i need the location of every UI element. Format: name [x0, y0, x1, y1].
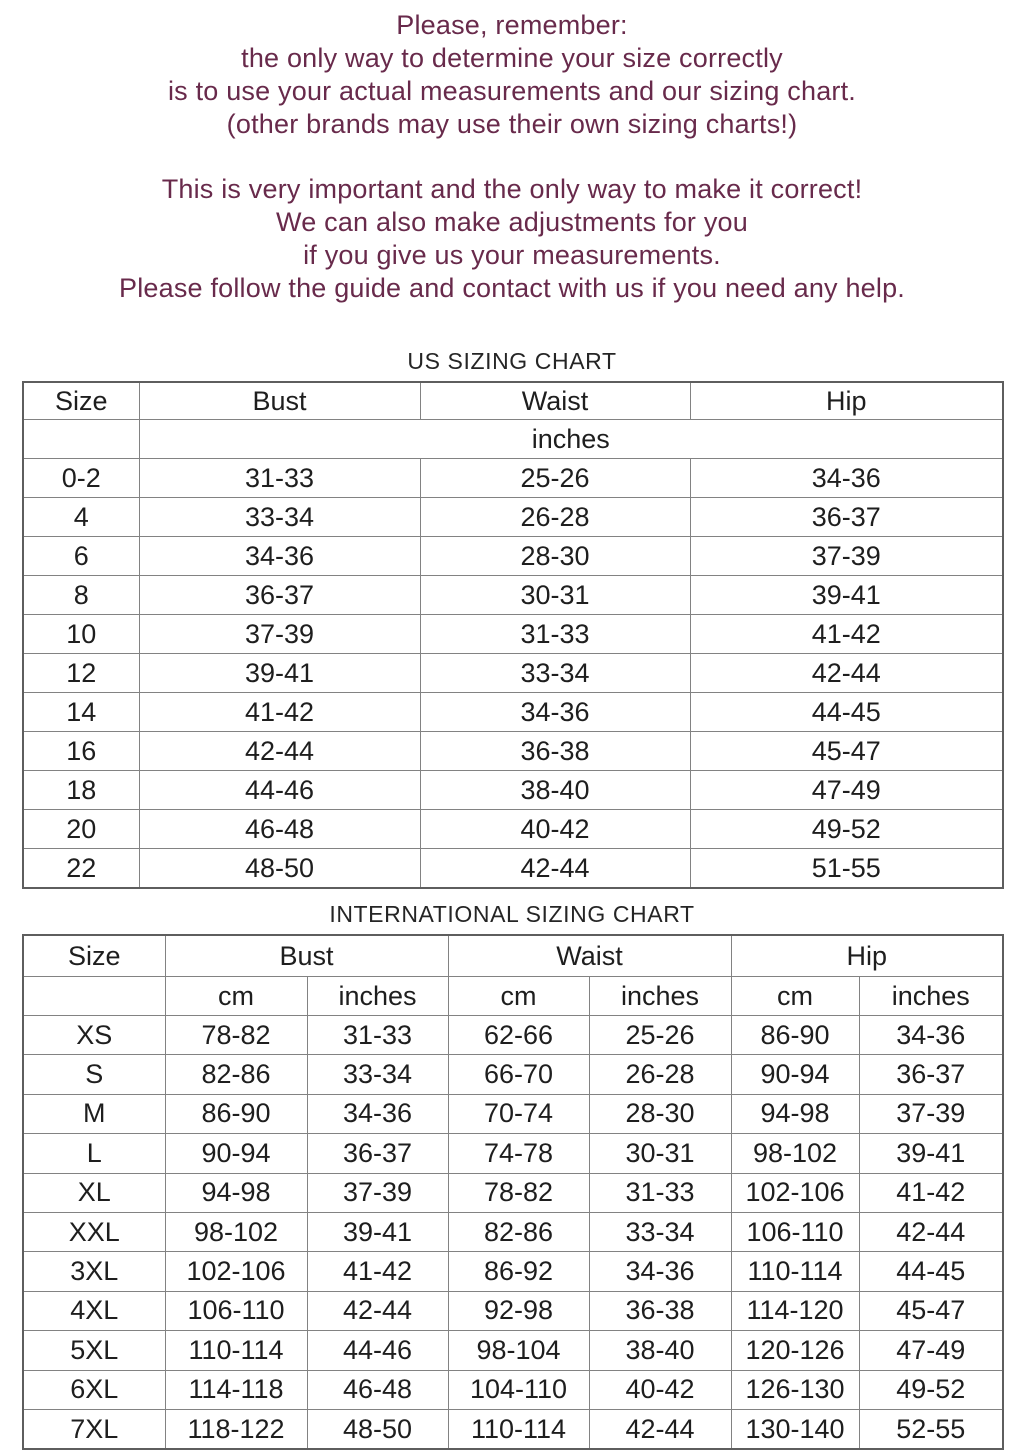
intro-line: if you give us your measurements.: [303, 240, 721, 270]
measurement-cell: 36-37: [690, 498, 1003, 537]
size-cell: 6XL: [23, 1370, 165, 1409]
size-cell: XL: [23, 1173, 165, 1212]
table-row: [23, 1173, 1003, 1212]
measurement-cell: 102-106: [731, 1173, 859, 1212]
measurement-cell: 41-42: [859, 1173, 1003, 1212]
table-row: [23, 1055, 1003, 1094]
intro-line: We can also make adjustments for you: [276, 207, 748, 237]
size-cell: 12: [23, 654, 139, 693]
measurement-cell: 38-40: [589, 1331, 731, 1370]
measurement-cell: 36-37: [859, 1055, 1003, 1094]
unit-label-inches: inches: [307, 977, 448, 1016]
empty-cell: [23, 420, 139, 459]
measurement-cell: 114-118: [165, 1370, 307, 1409]
measurement-cell: 94-98: [165, 1173, 307, 1212]
measurement-cell: 114-120: [731, 1291, 859, 1330]
us-header-row: [23, 382, 1003, 420]
measurement-cell: 37-39: [690, 537, 1003, 576]
table-row: [23, 576, 1003, 615]
measurement-cell: 41-42: [307, 1252, 448, 1291]
size-cell: 5XL: [23, 1331, 165, 1370]
table-row: [23, 1212, 1003, 1251]
size-cell: 4XL: [23, 1291, 165, 1330]
measurement-cell: 25-26: [420, 459, 690, 498]
intro-block-reminder: [0, 9, 1024, 141]
measurement-cell: 51-55: [690, 849, 1003, 889]
size-cell: 16: [23, 732, 139, 771]
measurement-cell: 48-50: [139, 849, 420, 889]
table-row: [23, 849, 1003, 889]
measurement-cell: 28-30: [420, 537, 690, 576]
empty-cell: [23, 977, 165, 1016]
measurement-cell: 104-110: [448, 1370, 589, 1409]
measurement-cell: 26-28: [420, 498, 690, 537]
measurement-cell: 48-50: [307, 1409, 448, 1449]
measurement-cell: 31-33: [307, 1016, 448, 1055]
measurement-cell: 46-48: [307, 1370, 448, 1409]
measurement-cell: 86-90: [165, 1094, 307, 1133]
column-header-hip: Hip: [731, 935, 1003, 977]
measurement-cell: 39-41: [139, 654, 420, 693]
unit-label-inches: inches: [859, 977, 1003, 1016]
measurement-cell: 34-36: [139, 537, 420, 576]
intl-table-body: [23, 1016, 1003, 1450]
unit-label-cm: cm: [731, 977, 859, 1016]
intro-text: [0, 0, 1024, 305]
measurement-cell: 39-41: [690, 576, 1003, 615]
table-row: [23, 771, 1003, 810]
measurement-cell: 34-36: [859, 1016, 1003, 1055]
measurement-cell: 41-42: [139, 693, 420, 732]
measurement-cell: 120-126: [731, 1331, 859, 1370]
table-row: [23, 693, 1003, 732]
table-row: [23, 1291, 1003, 1330]
table-row: [23, 1409, 1003, 1449]
measurement-cell: 42-44: [420, 849, 690, 889]
measurement-cell: 126-130: [731, 1370, 859, 1409]
measurement-cell: 36-38: [420, 732, 690, 771]
measurement-cell: 42-44: [859, 1212, 1003, 1251]
table-row: [23, 459, 1003, 498]
measurement-cell: 33-34: [589, 1212, 731, 1251]
table-row: [23, 1016, 1003, 1055]
measurement-cell: 37-39: [139, 615, 420, 654]
measurement-cell: 49-52: [690, 810, 1003, 849]
measurement-cell: 52-55: [859, 1409, 1003, 1449]
unit-label-inches: inches: [139, 420, 1003, 459]
table-row: [23, 1134, 1003, 1173]
measurement-cell: 45-47: [690, 732, 1003, 771]
us-table-body: [23, 459, 1003, 889]
measurement-cell: 90-94: [165, 1134, 307, 1173]
measurement-cell: 34-36: [690, 459, 1003, 498]
measurement-cell: 33-34: [420, 654, 690, 693]
intl-sizing-table: [22, 934, 1004, 1450]
size-cell: XS: [23, 1016, 165, 1055]
intro-line: (other brands may use their own sizing charts!): [226, 109, 798, 139]
measurement-cell: 92-98: [448, 1291, 589, 1330]
size-cell: 20: [23, 810, 139, 849]
size-cell: M: [23, 1094, 165, 1133]
measurement-cell: 33-34: [307, 1055, 448, 1094]
measurement-cell: 98-104: [448, 1331, 589, 1370]
size-cell: S: [23, 1055, 165, 1094]
measurement-cell: 70-74: [448, 1094, 589, 1133]
measurement-cell: 31-33: [420, 615, 690, 654]
measurement-cell: 37-39: [859, 1094, 1003, 1133]
measurement-cell: 102-106: [165, 1252, 307, 1291]
measurement-cell: 30-31: [420, 576, 690, 615]
measurement-cell: 74-78: [448, 1134, 589, 1173]
measurement-cell: 36-37: [307, 1134, 448, 1173]
measurement-cell: 25-26: [589, 1016, 731, 1055]
size-cell: 4: [23, 498, 139, 537]
measurement-cell: 118-122: [165, 1409, 307, 1449]
measurement-cell: 66-70: [448, 1055, 589, 1094]
measurement-cell: 98-102: [731, 1134, 859, 1173]
measurement-cell: 44-45: [690, 693, 1003, 732]
size-cell: L: [23, 1134, 165, 1173]
table-row: [23, 810, 1003, 849]
size-cell: 0-2: [23, 459, 139, 498]
size-cell: 3XL: [23, 1252, 165, 1291]
measurement-cell: 47-49: [690, 771, 1003, 810]
size-cell: 22: [23, 849, 139, 889]
table-row: [23, 1370, 1003, 1409]
size-cell: 10: [23, 615, 139, 654]
measurement-cell: 40-42: [589, 1370, 731, 1409]
table-row: [23, 537, 1003, 576]
measurement-cell: 33-34: [139, 498, 420, 537]
measurement-cell: 30-31: [589, 1134, 731, 1173]
measurement-cell: 34-36: [420, 693, 690, 732]
column-header-bust: Bust: [165, 935, 448, 977]
measurement-cell: 37-39: [307, 1173, 448, 1212]
measurement-cell: 45-47: [859, 1291, 1003, 1330]
measurement-cell: 94-98: [731, 1094, 859, 1133]
measurement-cell: 34-36: [307, 1094, 448, 1133]
intro-line: the only way to determine your size correctly: [241, 43, 783, 73]
intl-unit-row: [23, 977, 1003, 1016]
measurement-cell: 40-42: [420, 810, 690, 849]
measurement-cell: 42-44: [307, 1291, 448, 1330]
measurement-cell: 41-42: [690, 615, 1003, 654]
measurement-cell: 86-92: [448, 1252, 589, 1291]
measurement-cell: 36-37: [139, 576, 420, 615]
us-unit-row: [23, 420, 1003, 459]
measurement-cell: 82-86: [448, 1212, 589, 1251]
column-header-size: Size: [23, 935, 165, 977]
us-sizing-table: [22, 381, 1004, 889]
table-row: [23, 654, 1003, 693]
column-header-waist: Waist: [420, 382, 690, 420]
measurement-cell: 90-94: [731, 1055, 859, 1094]
column-header-waist: Waist: [448, 935, 731, 977]
measurement-cell: 36-38: [589, 1291, 731, 1330]
size-cell: XXL: [23, 1212, 165, 1251]
table-row: [23, 1252, 1003, 1291]
size-cell: 18: [23, 771, 139, 810]
measurement-cell: 39-41: [859, 1134, 1003, 1173]
size-cell: 6: [23, 537, 139, 576]
measurement-cell: 42-44: [139, 732, 420, 771]
table-row: [23, 1331, 1003, 1370]
column-header-bust: Bust: [139, 382, 420, 420]
size-cell: 8: [23, 576, 139, 615]
measurement-cell: 49-52: [859, 1370, 1003, 1409]
measurement-cell: 42-44: [690, 654, 1003, 693]
measurement-cell: 86-90: [731, 1016, 859, 1055]
table-row: [23, 732, 1003, 771]
measurement-cell: 47-49: [859, 1331, 1003, 1370]
measurement-cell: 106-110: [165, 1291, 307, 1330]
measurement-cell: 34-36: [589, 1252, 731, 1291]
unit-label-cm: cm: [165, 977, 307, 1016]
table-row: [23, 1094, 1003, 1133]
measurement-cell: 44-46: [139, 771, 420, 810]
measurement-cell: 26-28: [589, 1055, 731, 1094]
measurement-cell: 28-30: [589, 1094, 731, 1133]
size-cell: 14: [23, 693, 139, 732]
column-header-size: Size: [23, 382, 139, 420]
intl-header-row: [23, 935, 1003, 977]
table-row: [23, 615, 1003, 654]
measurement-cell: 110-114: [731, 1252, 859, 1291]
measurement-cell: 38-40: [420, 771, 690, 810]
measurement-cell: 44-46: [307, 1331, 448, 1370]
intro-line: is to use your actual measurements and our sizing chart.: [167, 76, 857, 106]
measurement-cell: 78-82: [448, 1173, 589, 1212]
measurement-cell: 106-110: [731, 1212, 859, 1251]
unit-label-cm: cm: [448, 977, 589, 1016]
measurement-cell: 82-86: [165, 1055, 307, 1094]
measurement-cell: 130-140: [731, 1409, 859, 1449]
measurement-cell: 42-44: [589, 1409, 731, 1449]
unit-label-inches: inches: [589, 977, 731, 1016]
intl-chart-title: INTERNATIONAL SIZING CHART: [329, 901, 695, 927]
us-chart-title: US SIZING CHART: [407, 348, 617, 374]
measurement-cell: 62-66: [448, 1016, 589, 1055]
measurement-cell: 31-33: [589, 1173, 731, 1212]
measurement-cell: 46-48: [139, 810, 420, 849]
measurement-cell: 110-114: [165, 1331, 307, 1370]
size-cell: 7XL: [23, 1409, 165, 1449]
intro-line: This is very important and the only way to make it correct!: [161, 174, 863, 204]
intro-block-important: [0, 173, 1024, 305]
intro-line: Please follow the guide and contact with us if you need any help.: [118, 273, 905, 303]
measurement-cell: 98-102: [165, 1212, 307, 1251]
measurement-cell: 39-41: [307, 1212, 448, 1251]
intro-line: Please, remember:: [396, 10, 628, 40]
table-row: [23, 498, 1003, 537]
measurement-cell: 44-45: [859, 1252, 1003, 1291]
measurement-cell: 31-33: [139, 459, 420, 498]
measurement-cell: 78-82: [165, 1016, 307, 1055]
column-header-hip: Hip: [690, 382, 1003, 420]
measurement-cell: 110-114: [448, 1409, 589, 1449]
